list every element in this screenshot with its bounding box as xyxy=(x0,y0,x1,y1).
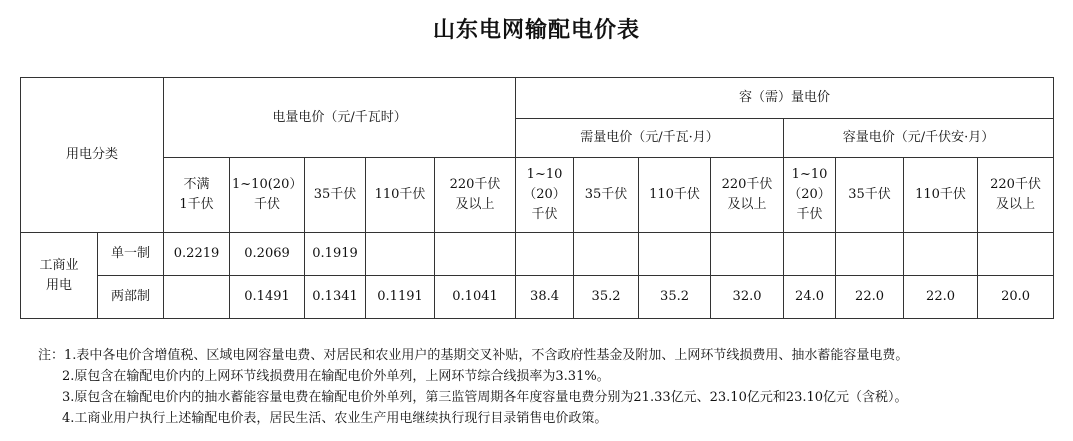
table-cell: 0.1919 xyxy=(305,233,366,276)
row-label: 单一制 xyxy=(98,233,164,276)
table-cell: 0.1491 xyxy=(230,276,305,319)
note-3: 3.原包含在输配电价内的抽水蓄能容量电费在输配电价外单列，第三监管周期各年度容量电费分别为21.33亿元、23.10亿元和23.10亿元（含税）。 xyxy=(62,390,908,405)
table-row-single-part xyxy=(21,233,1054,276)
table-cell xyxy=(978,233,1054,276)
table-cell xyxy=(574,233,639,276)
demand-price-header: 需量电价（元/千瓦·月） xyxy=(516,119,784,158)
table-cell: 20.0 xyxy=(978,276,1054,319)
table-cell: 35.2 xyxy=(574,276,639,319)
voltage-col-header: 1~10 （20） 千伏 xyxy=(516,158,574,233)
header-row-1 xyxy=(21,78,1054,119)
table-cell xyxy=(516,233,574,276)
voltage-col-header: 1~10 （20） 千伏 xyxy=(784,158,836,233)
energy-price-header: 电量电价（元/千瓦时） xyxy=(164,78,516,158)
footnotes xyxy=(38,345,1063,429)
table-cell: 24.0 xyxy=(784,276,836,319)
voltage-col-header: 110千伏 xyxy=(639,158,711,233)
table-cell xyxy=(836,233,904,276)
voltage-col-header: 35千伏 xyxy=(836,158,904,233)
voltage-col-header: 220千伏 及以上 xyxy=(435,158,516,233)
group-label-industrial-commercial: 工商业 用电 xyxy=(21,233,98,319)
note-4: 4.工商业用户执行上述输配电价表，居民生活、农业生产用电继续执行现行目录销售电价政策。 xyxy=(62,411,608,426)
table-cell: 0.1341 xyxy=(305,276,366,319)
voltage-col-header: 110千伏 xyxy=(904,158,978,233)
category-header: 用电分类 xyxy=(21,78,164,233)
tariff-table xyxy=(20,77,1054,319)
capacity-price-header: 容量电价（元/千伏安·月） xyxy=(784,119,1054,158)
table-cell: 38.4 xyxy=(516,276,574,319)
voltage-col-header: 110千伏 xyxy=(366,158,435,233)
voltage-col-header: 不满 1千伏 xyxy=(164,158,230,233)
voltage-header-row xyxy=(21,158,1054,233)
table-cell xyxy=(366,233,435,276)
table-cell: 32.0 xyxy=(711,276,784,319)
table-cell: 22.0 xyxy=(836,276,904,319)
note-2: 2.原包含在输配电价内的上网环节线损费用在输配电价外单列，上网环节综合线损率为3.31%。 xyxy=(62,369,610,384)
table-cell: 0.2069 xyxy=(230,233,305,276)
table-cell: 0.1191 xyxy=(366,276,435,319)
table-cell xyxy=(784,233,836,276)
table-cell xyxy=(904,233,978,276)
voltage-col-header: 220千伏 及以上 xyxy=(711,158,784,233)
table-cell: 35.2 xyxy=(639,276,711,319)
voltage-col-header: 35千伏 xyxy=(574,158,639,233)
table-cell: 22.0 xyxy=(904,276,978,319)
row-label: 两部制 xyxy=(98,276,164,319)
capacity-demand-group-header: 容（需）量电价 xyxy=(516,78,1054,119)
table-cell xyxy=(164,276,230,319)
table-cell xyxy=(435,233,516,276)
page-title: 山东电网输配电价表 xyxy=(432,17,640,43)
note-1: 注：1.表中各电价含增值税、区域电网容量电费、对居民和农业用户的基期交叉补贴，不含政府性基金及附加、上网环节线损费用、抽水蓄能容量电费。 xyxy=(38,348,909,363)
table-cell xyxy=(639,233,711,276)
voltage-col-header: 35千伏 xyxy=(305,158,366,233)
table-cell xyxy=(711,233,784,276)
table-cell: 0.1041 xyxy=(435,276,516,319)
table-row-two-part xyxy=(21,276,1054,319)
voltage-col-header: 1~10(20） 千伏 xyxy=(230,158,305,233)
table-cell: 0.2219 xyxy=(164,233,230,276)
voltage-col-header: 220千伏 及以上 xyxy=(978,158,1054,233)
